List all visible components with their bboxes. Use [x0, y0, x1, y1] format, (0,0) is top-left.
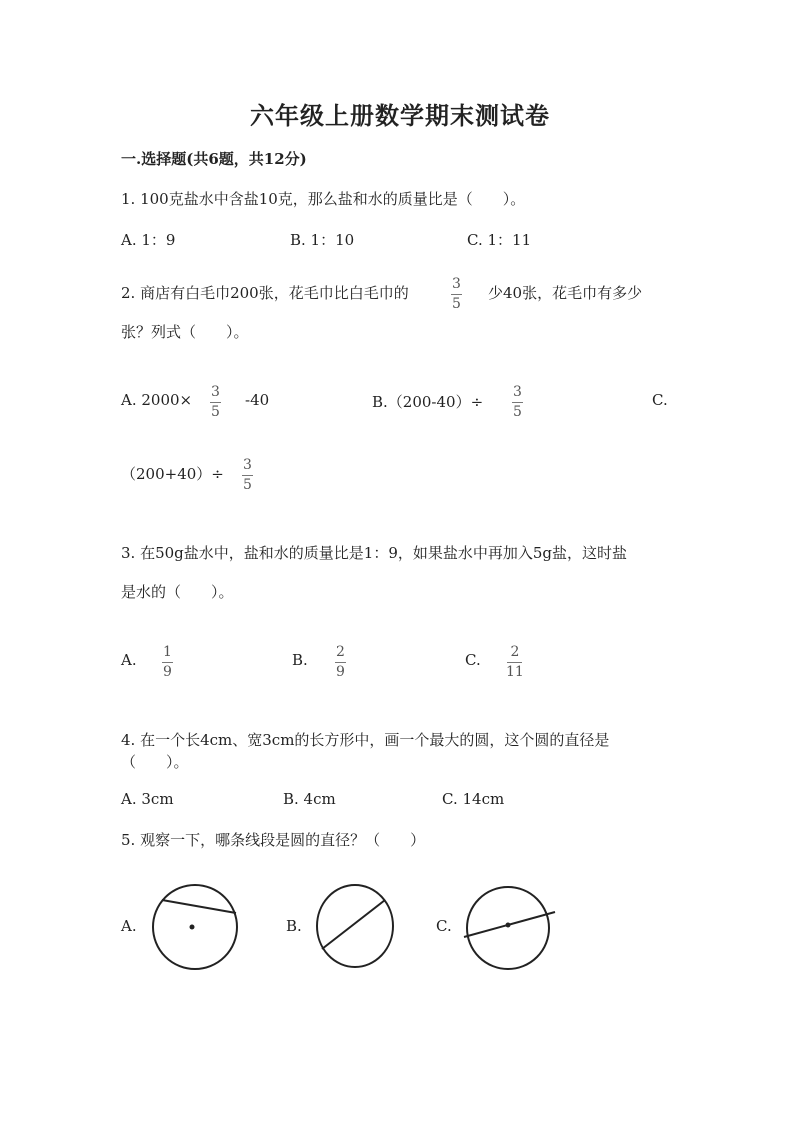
question-3-text: 3. 在50g盐水中，盐和水的质量比是1：9，如果盐水中再加入5g盐，这时盐 [121, 544, 628, 562]
q5-option-a-label: A. [121, 917, 137, 935]
circle-outline [317, 885, 393, 967]
numerator: 2 [336, 644, 345, 660]
q2-fraction [451, 277, 462, 312]
q3-option-b-label: B. [292, 651, 308, 669]
question-2-text-line2: 张？列式（ ）。 [121, 323, 249, 341]
numerator: 3 [211, 384, 220, 400]
q1-option-c: C. 1：11 [467, 231, 532, 249]
question-2-text-end: 少40张，花毛巾有多少 [488, 284, 643, 302]
q3-option-b-fraction [335, 645, 346, 680]
q2-option-c-label: C. [652, 391, 668, 409]
q2-option-a-fraction [210, 385, 221, 420]
numerator: 1 [163, 644, 172, 660]
circle-outline [153, 885, 237, 969]
denominator: 5 [452, 296, 461, 312]
q2-option-b-prefix: B.（200-40）÷ [372, 393, 484, 411]
numerator: 3 [243, 457, 252, 473]
section-heading: 一.选择题(共6题，共12分) [121, 150, 307, 168]
denominator: 5 [211, 404, 220, 420]
numerator: 3 [513, 384, 522, 400]
question-4-text-line2: （ ）。 [121, 753, 189, 771]
denominator: 11 [506, 664, 524, 680]
question-4-text: 4. 在一个长4cm、宽3cm的长方形中，画一个最大的圆，这个圆的直径是 [121, 731, 610, 749]
q5-option-b-label: B. [286, 917, 302, 935]
q1-option-b: B. 1：10 [290, 231, 355, 249]
q5-option-c-label: C. [436, 917, 452, 935]
q1-option-a: A. 1：9 [121, 231, 176, 249]
circle-diagram-b [314, 882, 396, 970]
question-5-text: 5. 观察一下，哪条线段是圆的直径？（ ） [121, 831, 426, 849]
chord-segment [162, 900, 236, 913]
q3-option-a-fraction [162, 645, 173, 680]
q2-option-b-fraction [512, 385, 523, 420]
denominator: 5 [243, 477, 252, 493]
question-1-text: 1. 100克盐水中含盐10克，那么盐和水的质量比是（ ）。 [121, 190, 526, 208]
numerator: 2 [510, 644, 520, 660]
denominator: 5 [513, 404, 522, 420]
question-2-text-start: 2. 商店有白毛巾200张，花毛巾比白毛巾的 [121, 284, 409, 302]
q3-option-c-label: C. [465, 651, 481, 669]
denominator: 9 [163, 664, 172, 680]
denominator: 9 [336, 664, 345, 680]
chord-segment [322, 900, 385, 949]
circle-outline [467, 887, 549, 969]
center-point [190, 925, 195, 930]
q3-option-a-label: A. [121, 651, 137, 669]
q4-option-a: A. 3cm [121, 790, 174, 808]
question-3-text-line2: 是水的（ ）。 [121, 583, 234, 601]
center-point [506, 923, 511, 928]
q4-option-b: B. 4cm [283, 790, 336, 808]
q2-option-a-suffix: -40 [245, 391, 270, 409]
q2-option-a-prefix: A. 2000× [121, 391, 193, 409]
page-title: 六年级上册数学期末测试卷 [250, 101, 550, 130]
circle-diagram-c [462, 882, 558, 972]
q3-option-c-fraction [506, 645, 524, 680]
numerator: 3 [452, 276, 461, 292]
q2-option-c-prefix: （200+40）÷ [121, 465, 224, 483]
circle-diagram-a [150, 882, 240, 972]
q4-option-c: C. 14cm [442, 790, 505, 808]
q2-option-c-fraction [242, 458, 253, 493]
